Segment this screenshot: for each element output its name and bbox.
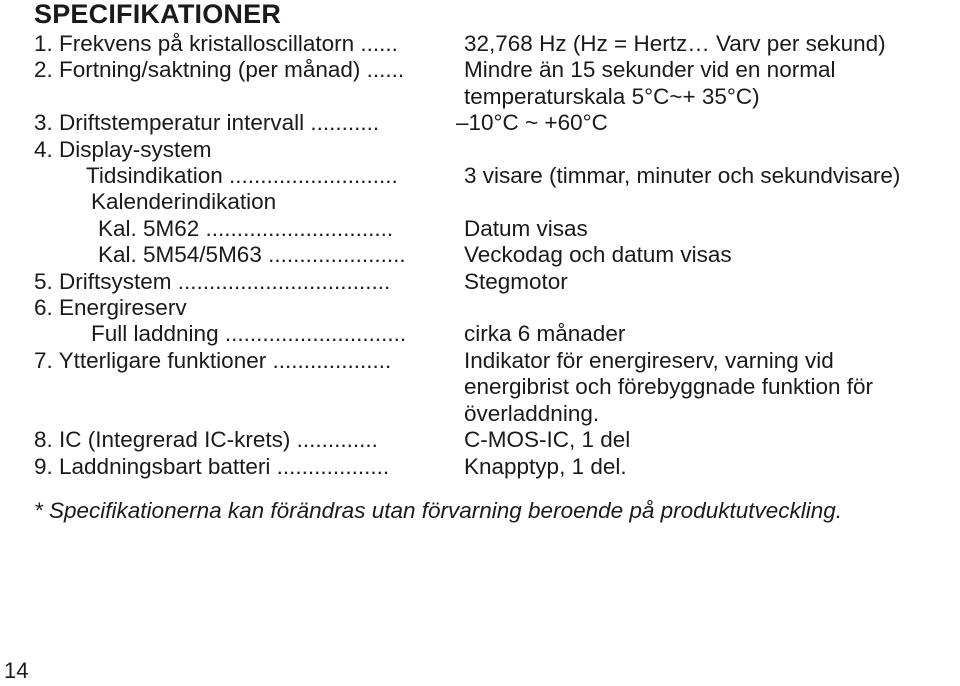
spec-value: cirka 6 månader bbox=[464, 321, 626, 347]
spec-row-temperature bbox=[34, 110, 954, 136]
spec-row-energy-reserve bbox=[34, 295, 954, 321]
spec-value: –10°C ~ +60°C bbox=[456, 110, 608, 136]
spec-label: Full laddning ............................. bbox=[91, 321, 407, 347]
spec-row-battery bbox=[34, 454, 954, 480]
spec-row-display-system bbox=[34, 137, 954, 163]
page-number: 14 bbox=[4, 658, 29, 683]
spec-row-full-charge bbox=[34, 321, 954, 347]
spec-value: Mindre än 15 sekunder vid en normal temperaturskala 5°C~+ 35°C) bbox=[464, 57, 836, 109]
spec-value: Datum visas bbox=[464, 215, 588, 241]
page-title: SPECIFIKATIONER bbox=[34, 0, 282, 29]
spec-value: 3 visare (timmar, minuter och sekundvisare) bbox=[464, 163, 901, 189]
spec-value: Knapptyp, 1 del. bbox=[464, 453, 627, 479]
spec-row-accuracy bbox=[34, 57, 954, 110]
spec-row-cal-5m62 bbox=[34, 216, 954, 242]
spec-row-ic bbox=[34, 427, 954, 453]
spec-row-time-indication bbox=[34, 163, 954, 189]
spec-label: Kal. 5M62 .............................. bbox=[98, 215, 394, 241]
spec-row-additional-functions bbox=[34, 348, 954, 427]
spec-label: 2. Fortning/saktning (per månad) ...... bbox=[34, 57, 405, 83]
spec-row-frequency bbox=[34, 31, 954, 57]
spec-value: 32,768 Hz (Hz = Hertz… Varv per sekund) bbox=[464, 31, 886, 56]
spec-label: Kal. 5M54/5M63 ...................... bbox=[98, 242, 406, 268]
spec-label: 5. Driftsystem .................................. bbox=[34, 268, 391, 294]
spec-label: 7. Ytterligare funktioner ................... bbox=[34, 347, 392, 373]
spec-value: Veckodag och datum visas bbox=[464, 242, 732, 268]
spec-label: 8. IC (Integrerad IC-krets) ............. bbox=[34, 427, 378, 453]
spec-label: Tidsindikation ........................... bbox=[86, 163, 398, 189]
spec-value: Stegmotor bbox=[464, 268, 568, 294]
spec-label: Kalenderindikation bbox=[91, 189, 277, 215]
spec-row-cal-5m54 bbox=[34, 242, 954, 268]
spec-value: Indikator för energireserv, varning vid energibrist och förebyggnade funktion för överladdning. bbox=[464, 347, 874, 426]
spec-row-calendar-indication bbox=[34, 189, 954, 215]
specification-disclaimer: * Specifikationerna kan förändras utan förvarning beroende på produktutveckling. bbox=[34, 498, 843, 523]
specification-list bbox=[34, 31, 954, 480]
spec-label: 9. Laddningsbart batteri .................. bbox=[34, 453, 390, 479]
spec-value: C-MOS-IC, 1 del bbox=[464, 427, 631, 453]
spec-label: 3. Driftstemperatur intervall ........... bbox=[34, 110, 380, 136]
spec-row-drive-system bbox=[34, 269, 954, 295]
spec-label: 4. Display-system bbox=[34, 136, 212, 162]
spec-label: 6. Energireserv bbox=[34, 295, 187, 321]
spec-label: 1. Frekvens på kristalloscillatorn ...... bbox=[34, 31, 398, 56]
